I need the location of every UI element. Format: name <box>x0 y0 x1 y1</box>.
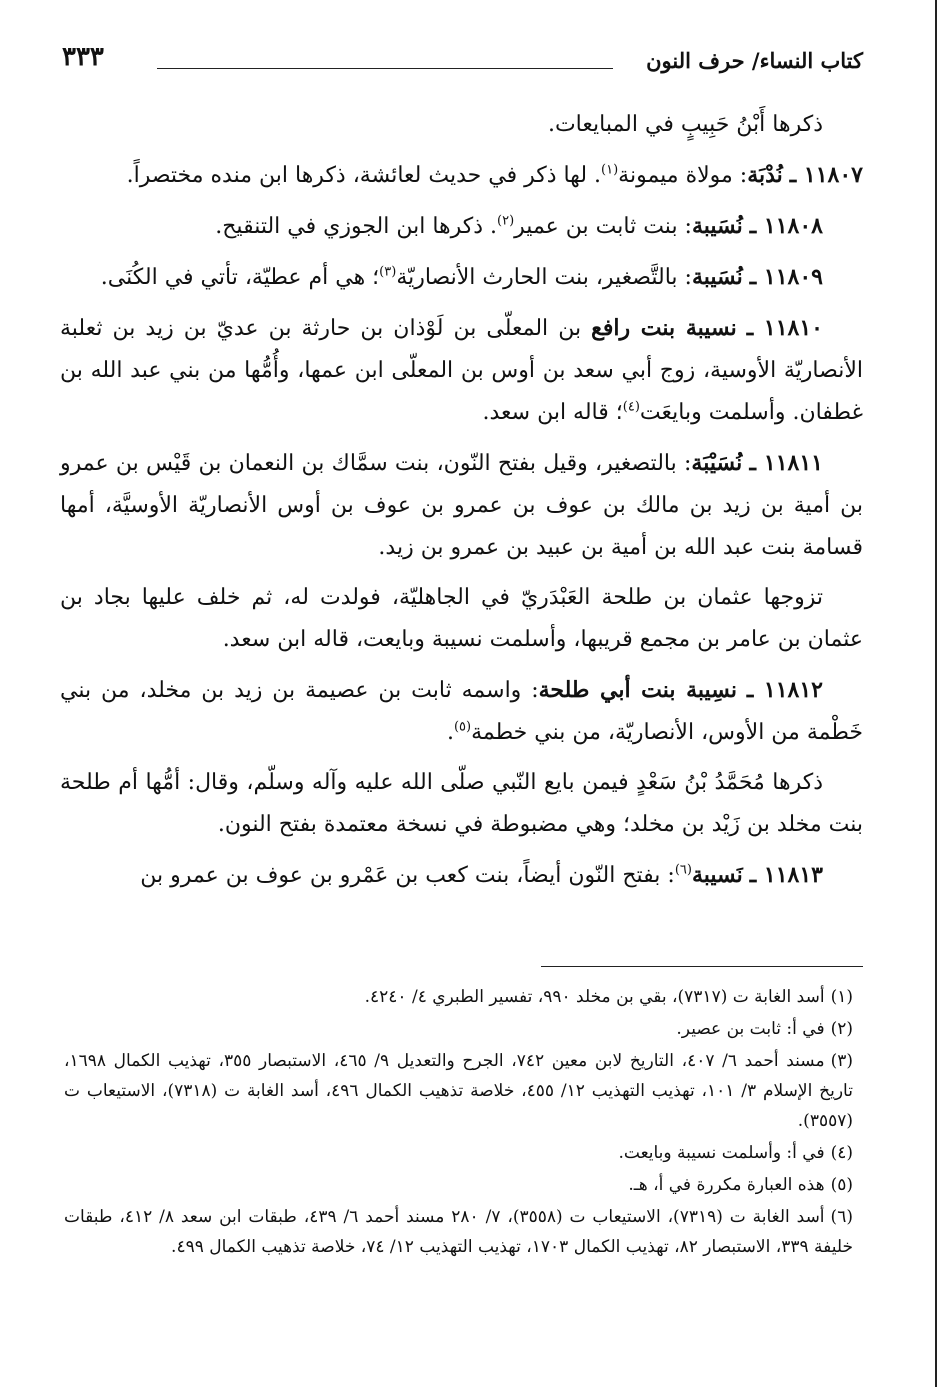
footnote-text: مسند أحمد ٦/ ٤٠٧، التاريخ لابن معين ٧٤٢، الجرح والتعديل ٩/ ٤٦٥، الاستبصار ٣٥٥، تهذيب الكمال ١٦٩٨، تاريخ الإسلام ٣/ ١٠١، تهذيب التهذيب ١٢/ ٤٥٥، خلاصة تذهيب الكمال ٤٩٦، أسد الغابة ت (٧٣١٨)، الاستيعاب ت (٣٥٥٧). <box>64 1051 853 1131</box>
entry-number: ١١٨٠٩ ـ <box>749 264 823 290</box>
footnote-3 <box>64 1046 853 1136</box>
entry-number: ١١٨١٣ ـ <box>749 862 823 888</box>
entry-text-cont: . لها ذكر في حديث لعائشة، ذكرها ابن منده مختصراً. <box>126 163 602 188</box>
entry-name: نُدْبَة <box>747 162 783 188</box>
entry-text: : واسمه ثابت بن عصيمة بن زيد بن مخلد، من بني خَطْمة من الأوس، الأنصاريّة، من بني خطمة <box>60 678 863 745</box>
footnote-text: في أ: ثابت بن عصير. <box>676 1019 825 1039</box>
header-rule <box>157 68 613 69</box>
entry-name: نسِيبة بنت أبي طلحة <box>538 677 737 703</box>
footnote-6 <box>64 1202 853 1262</box>
footnote-mark: (٣) <box>830 1051 854 1071</box>
footnote-ref[interactable]: (٦) <box>674 862 692 878</box>
paragraph-text: تزوجها عثمان بن طلحة العَبْدَريّ في الجاهليّة، فولدت له، ثم خلف عليها بجاد بن عثمان بن عامر بن مجمع قريبها، وأسلمت نسيبة وبايعت، قاله ابن سعد. <box>60 585 863 652</box>
entry-text: : بالتَّصغير، بنت الحارث الأنصاريّة <box>396 265 692 290</box>
entry-name: نُسَيْبَة <box>691 450 743 476</box>
footnote-text: أسد الغابة ت (٧٣١٧)، بقي بن مخلد ٩٩٠، تفسير الطبري ٤/ ٤٢٤٠. <box>364 987 825 1007</box>
footnote-ref[interactable]: (٥) <box>453 719 472 735</box>
footnote-mark: (٤) <box>830 1143 853 1163</box>
entry-11809 <box>60 256 863 299</box>
entry-text-cont: . <box>446 720 454 745</box>
footnote-ref[interactable]: (١) <box>601 162 619 178</box>
footnote-mark: (١) <box>830 987 853 1007</box>
footnote-2 <box>64 1014 853 1044</box>
footnote-mark: (٥) <box>830 1175 853 1195</box>
paragraph-plain <box>60 577 863 661</box>
entry-text-cont: . ذكرها ابن الجوزي في التنقيح. <box>215 214 498 239</box>
footnotes <box>64 982 853 1264</box>
page-header <box>62 42 863 82</box>
page-edge <box>935 0 937 1387</box>
entry-name: نُسَيبة <box>691 264 743 290</box>
entry-number: ١١٨١٠ ـ <box>746 315 823 341</box>
entry-text: : بالتصغير، وقيل بفتح النّون، بنت سمَّاك بن النعمان بن قَيْس بن عمرو بن أمية بن زيد بن مالك بن عوف بن عمرو بن عوف بن أوس الأنصاريّة الأوسيَّة، أمها قسامة بنت عبد الله بن أمية بن عبيد بن عمرو بن زيد. <box>60 451 863 560</box>
entry-number: ١١٨١٢ ـ <box>746 677 823 703</box>
entry-text: : بنت ثابت بن عمير <box>514 214 692 239</box>
entry-number: ١١٨١١ ـ <box>749 450 823 476</box>
entry-11813 <box>60 854 863 897</box>
entry-11811 <box>60 442 863 569</box>
footnote-rule <box>541 966 863 967</box>
entry-text: بن المعلّى بن لَوْذان بن حارثة بن عديّ بن زيد بن ثعلبة الأنصاريّة الأوسية، زوج أبي سعد بن أوس بن المعلّى ابن عمها، وأُمُّها من بني عبد الله بن غطفان. وأسلمت وبايعَت <box>60 316 863 425</box>
footnote-text: هذه العبارة مكررة في أ، هـ. <box>628 1175 825 1195</box>
entry-11812 <box>60 669 863 754</box>
footnote-mark: (٢) <box>830 1019 853 1039</box>
paragraph-text: ذكرها أَبْنُ حَبِيبٍ في المبايعات. <box>547 112 823 137</box>
footnote-mark: (٦) <box>830 1207 853 1227</box>
entry-text-cont: ؛ قاله ابن سعد. <box>482 400 623 425</box>
footnote-ref[interactable]: (٢) <box>497 213 515 229</box>
entry-name: نسيبة بنت رافع <box>591 315 737 341</box>
entry-11808 <box>60 205 863 248</box>
entry-number: ١١٨٠٨ ـ <box>749 213 823 239</box>
entry-11807 <box>60 154 863 197</box>
footnote-ref[interactable]: (٣) <box>379 264 397 280</box>
entry-text-cont: ؛ هي أم عطيّة، تأتي في الكُنَى. <box>100 265 380 290</box>
entry-number: ١١٨٠٧ ـ <box>789 162 863 188</box>
entry-11810 <box>60 307 863 434</box>
main-text <box>60 104 863 905</box>
footnote-5 <box>64 1170 853 1200</box>
entry-text-cont: : بفتح النّون أيضاً، بنت كعب بن عَمْرو بن عوف بن عمرو بن <box>140 863 675 888</box>
footnote-ref[interactable]: (٤) <box>622 399 640 415</box>
paragraph-text: ذكرها مُحَمَّدُ بْنُ سَعْدٍ فيمن بايع النّبي صلّى الله عليه وآله وسلّم، وقال: أمُّها أم طلحة بنت مخلد بن زَيْد بن مخلد؛ وهي مضبوطة في نسخة معتمدة بفتح النون. <box>60 770 863 837</box>
paragraph-plain <box>60 104 863 146</box>
page-number: ٣٣٣ <box>62 42 104 72</box>
footnote-1 <box>64 982 853 1012</box>
footnote-4 <box>64 1138 853 1168</box>
running-title: كتاب النساء/ حرف النون <box>646 48 863 73</box>
entry-text: : مولاة ميمونة <box>618 163 748 188</box>
paragraph-plain <box>60 762 863 846</box>
entry-name: نَسيبة <box>691 862 743 888</box>
entry-name: نُسَيبة <box>691 213 743 239</box>
footnote-text: أسد الغابة ت (٧٣١٩)، الاستيعاب ت (٣٥٥٨)، ٧/ ٢٨٠ مسند أحمد ٦/ ٤٣٩، طبقات ابن سعد ٨/ ٤١٢، طبقات خليفة ٣٣٩، الاستبصار ٨٢، تهذيب الكمال ١٧٠٣، تهذيب التهذيب ١٢/ ٧٤، خلاصة تذهيب الكمال ٤٩٩. <box>64 1207 853 1257</box>
footnote-text: في أ: وأسلمت نسيبة وبايعت. <box>618 1143 825 1163</box>
